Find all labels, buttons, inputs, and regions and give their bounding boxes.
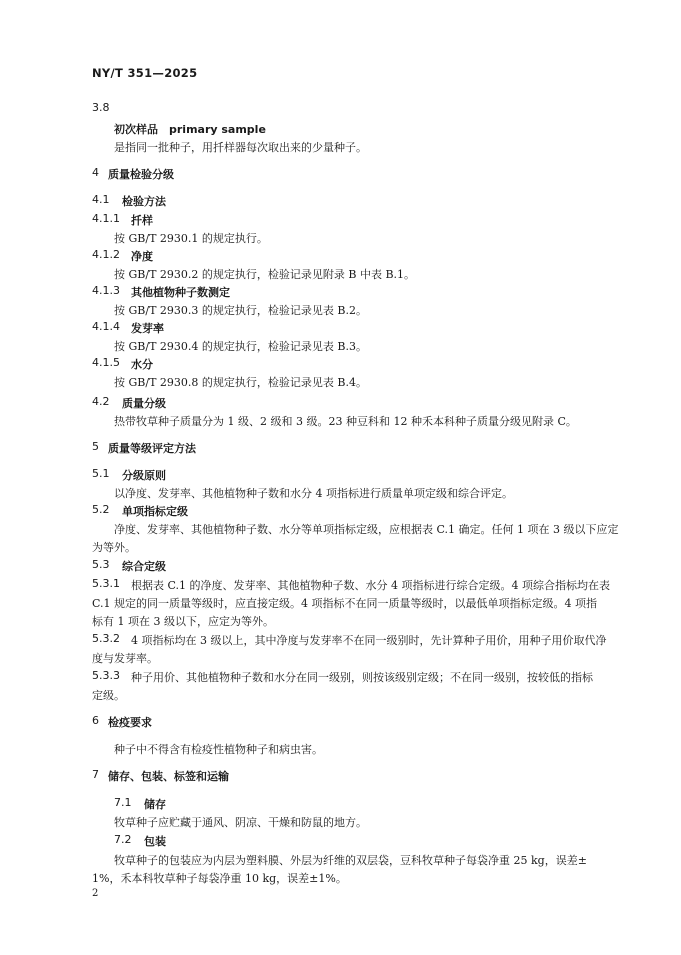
clause-body: 按 GB/T 2930.3 的规定执行，检验记录见表 B.2。 [114, 304, 367, 317]
section-title: 检疫要求 [108, 716, 152, 729]
page-number: 2 [92, 888, 99, 899]
clause-number: 4.1.5 [92, 356, 120, 369]
clause-body-continued: 1%，禾本科牧草种子每袋净重 10 kg，误差±1%。 [92, 872, 347, 885]
clause-title: 其他植物种子数测定 [131, 286, 230, 299]
clause-body-continued: C.1 规定的同一质量等级时，应直接定级。4 项指标不在同一质量等级时，以最低单项指标定级。4 项指 [92, 597, 598, 610]
clause-title: 单项指标定级 [122, 505, 188, 518]
clause-title: 储存 [144, 798, 166, 811]
clause-body: 以净度、发芽率、其他植物种子数和水分 4 项指标进行质量单项定级和综合评定。 [114, 487, 513, 500]
clause-body-continued: 定级。 [92, 689, 125, 702]
section-number: 6 [92, 714, 99, 727]
clause-body: 4 项指标均在 3 级以上，其中净度与发芽率不在同一级别时，先计算种子用价，用种子用价取代净 [131, 634, 607, 647]
clause-body: 按 GB/T 2930.1 的规定执行。 [114, 232, 268, 245]
clause-body: 牧草种子的包装应为内层为塑料膜、外层为纤维的双层袋，豆科牧草种子每袋净重 25 kg，误差± [114, 854, 587, 867]
clause-body: 根据表 C.1 的净度、发芽率、其他植物种子数、水分 4 项指标进行综合定级。4 项综合指标均在表 [131, 579, 610, 592]
clause-number: 5.3.2 [92, 632, 120, 645]
section-body: 种子中不得含有检疫性植物种子和病虫害。 [114, 743, 323, 756]
term-title: 初次样品 primary sample [114, 123, 266, 136]
section-title: 储存、包装、标签和运输 [108, 770, 229, 783]
clause-body: 按 GB/T 2930.8 的规定执行，检验记录见表 B.4。 [114, 376, 367, 389]
clause-body-continued: 度与发芽率。 [92, 652, 158, 665]
clause-title: 分级原则 [122, 469, 166, 482]
clause-number: 7.1 [114, 796, 132, 809]
document-code: NY/T 351—2025 [92, 66, 198, 80]
section-title: 质量检验分级 [108, 168, 174, 181]
term-definition: 是指同一批种子，用扦样器每次取出来的少量种子。 [114, 141, 367, 154]
clause-title: 检验方法 [122, 195, 166, 208]
clause-number: 5.3.3 [92, 669, 120, 682]
clause-body: 种子用价、其他植物种子数和水分在同一级别，则按该级别定级；不在同一级别，按较低的指标 [131, 671, 593, 684]
clause-number: 4.1.3 [92, 284, 120, 297]
clause-body: 按 GB/T 2930.2 的规定执行，检验记录见附录 B 中表 B.1。 [114, 268, 416, 281]
clause-number: 5.1 [92, 467, 110, 480]
clause-number: 5.2 [92, 503, 110, 516]
clause-number: 4.2 [92, 395, 110, 408]
clause-number: 3.8 [92, 101, 110, 114]
section-number: 5 [92, 440, 99, 453]
clause-body: 牧草种子应贮藏于通风、阴凉、干燥和防鼠的地方。 [114, 816, 367, 829]
clause-number: 4.1 [92, 193, 110, 206]
clause-number: 5.3 [92, 558, 110, 571]
clause-title: 包装 [144, 835, 166, 848]
clause-number: 4.1.1 [92, 212, 120, 225]
clause-number: 4.1.4 [92, 320, 120, 333]
clause-title: 综合定级 [122, 560, 166, 573]
clause-body-continued: 为等外。 [92, 541, 136, 554]
clause-number: 7.2 [114, 833, 132, 846]
clause-title: 发芽率 [131, 322, 164, 335]
section-number: 7 [92, 768, 99, 781]
section-title: 质量等级评定方法 [108, 442, 196, 455]
clause-title: 水分 [131, 358, 153, 371]
clause-body: 按 GB/T 2930.4 的规定执行，检验记录见表 B.3。 [114, 340, 367, 353]
clause-title: 质量分级 [122, 397, 166, 410]
clause-title: 扦样 [131, 214, 153, 227]
clause-number: 4.1.2 [92, 248, 120, 261]
clause-number: 5.3.1 [92, 577, 120, 590]
clause-body: 热带牧草种子质量分为 1 级、2 级和 3 级。23 种豆科和 12 种禾本科种子质量分级见附录 C。 [114, 415, 577, 428]
clause-body-continued: 标有 1 项在 3 级以下，应定为等外。 [92, 615, 274, 628]
clause-body: 净度、发芽率、其他植物种子数、水分等单项指标定级，应根据表 C.1 确定。任何 1 项在 3 级以下应定 [114, 523, 619, 536]
section-number: 4 [92, 166, 99, 179]
clause-title: 净度 [131, 250, 153, 263]
